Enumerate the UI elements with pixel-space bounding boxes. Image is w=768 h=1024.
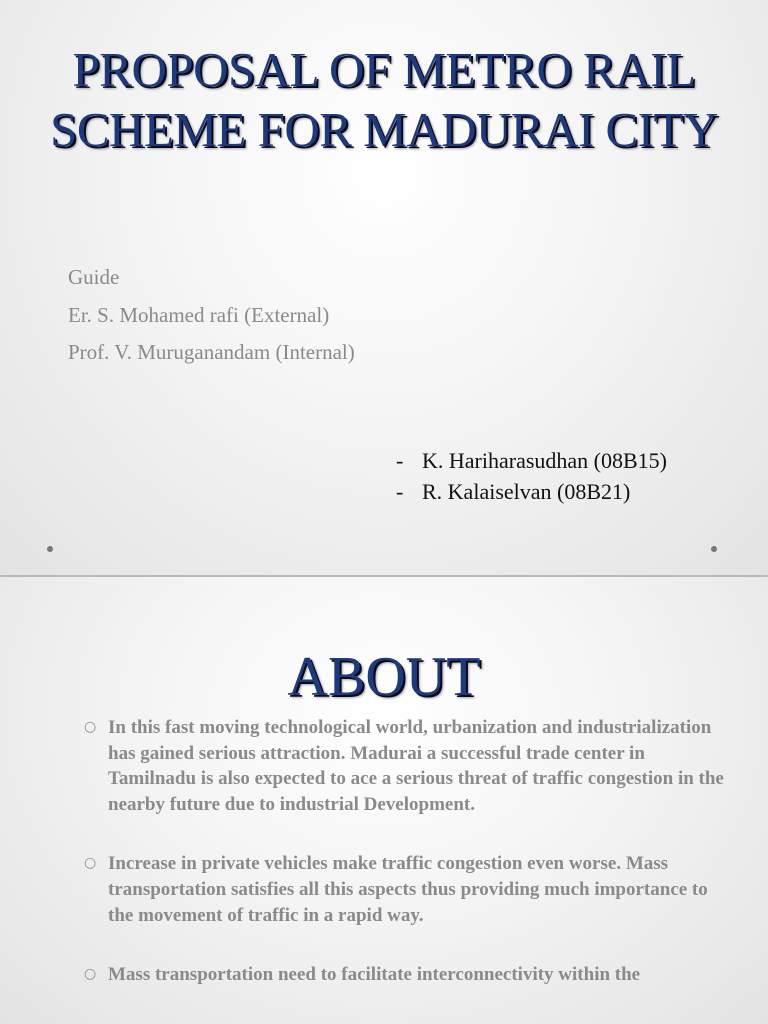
author-item — [396, 445, 667, 476]
bullet-item — [84, 962, 724, 988]
about-title: ABOUT — [287, 646, 481, 708]
author-name: K. Hariharasudhan (08B15) — [422, 448, 667, 473]
dash-marker: - — [396, 479, 404, 504]
bullet-text: Mass transportation need to facilitate interconnectivity within the — [108, 964, 641, 986]
guide-block — [68, 259, 355, 372]
decorative-dot-left — [47, 546, 53, 552]
guide-label: Guide — [68, 265, 120, 289]
author-name: R. Kalaiselvan (08B21) — [422, 479, 631, 504]
guide-internal: Prof. V. Muruganandam (Internal) — [68, 340, 355, 364]
bullet-text: Increase in private vehicles make traffic congestion even worse. Mass transportation satisfies all this aspects thus providing much importance to the movement of traffic in a rapid way. — [108, 853, 708, 926]
bullet-text: In this fast moving technological world, urbanization and industrialization has gained serious attraction. Madurai a successful trade center in Tamilnadu is also expected to ace a serious threat of traffic congestion in the nearby future due to industrial Development. — [108, 717, 724, 815]
decorative-dot-right — [711, 546, 717, 552]
circle-bullet-icon: ○ — [84, 966, 97, 983]
presentation-title: PROPOSAL OF METRO RAIL SCHEME FOR MADURAI CITY — [50, 42, 718, 157]
bullet-item — [84, 851, 724, 928]
author-item — [396, 476, 667, 507]
bullet-item — [84, 715, 724, 817]
bullet-list — [84, 715, 724, 1022]
slide-about — [0, 577, 768, 1024]
author-list — [396, 445, 667, 507]
dash-marker: - — [396, 448, 404, 473]
circle-bullet-icon: ○ — [84, 855, 97, 872]
guide-external: Er. S. Mohamed rafi (External) — [68, 302, 330, 327]
circle-bullet-icon: ○ — [84, 719, 97, 735]
